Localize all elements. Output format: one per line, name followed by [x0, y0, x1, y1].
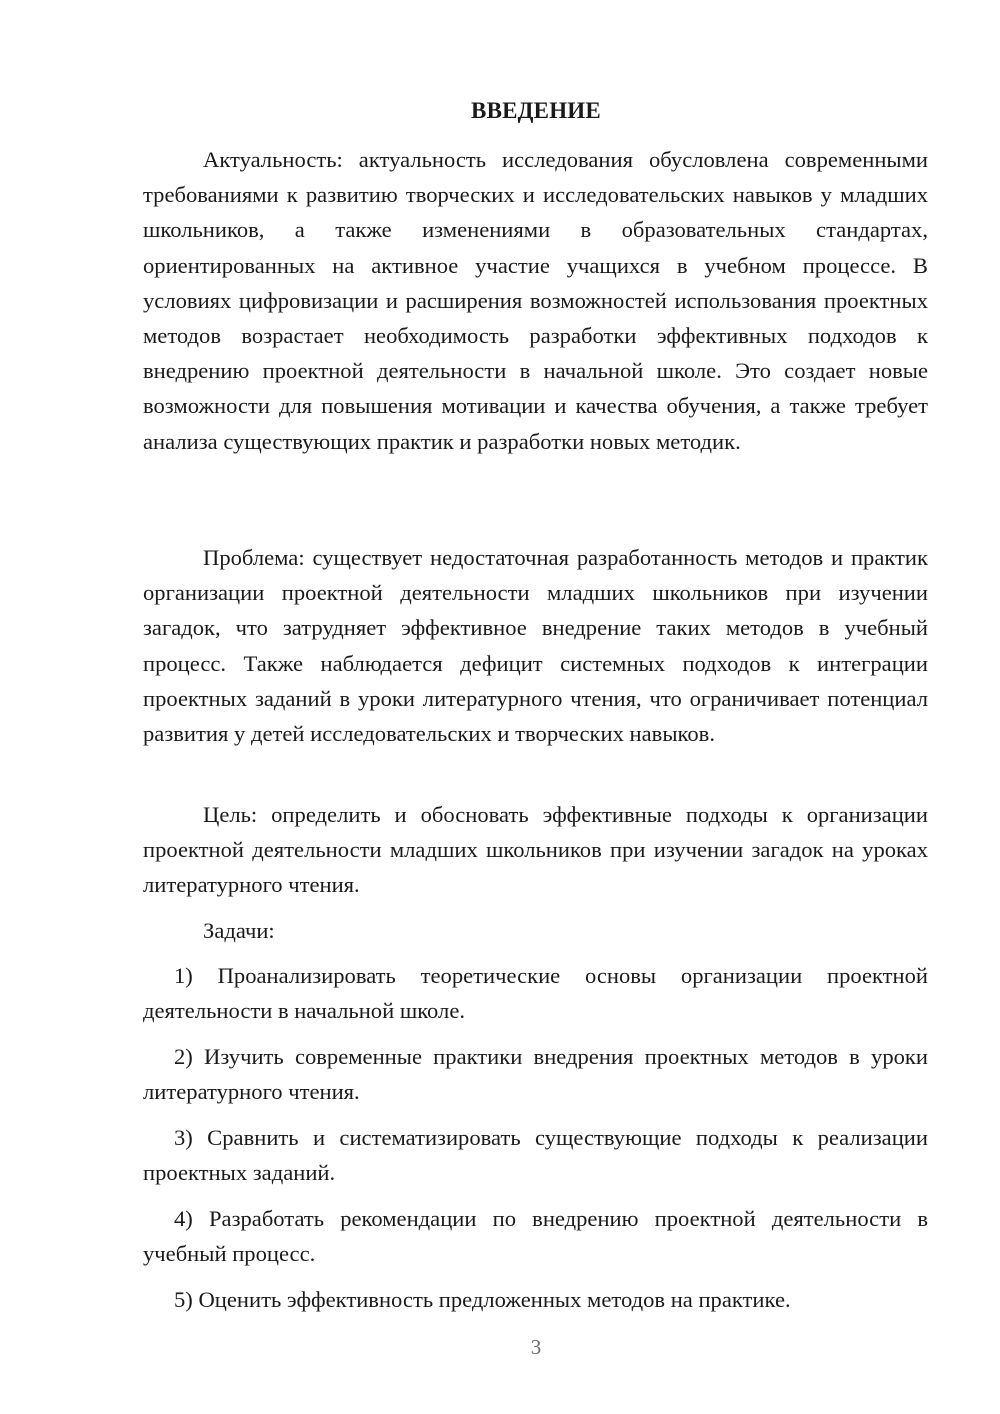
page-number: 3 [530, 1335, 542, 1359]
paragraph-goal: Цель: определить и обосновать эффективные подходы к организации проектной деятельности младших школьников при изучении загадок на уроках литературного чтения. [143, 802, 928, 898]
task-item-3-block [143, 1120, 928, 1190]
paragraph-problem-block [143, 540, 928, 751]
task-item-3: 3) Сравнить и систематизировать существующие подходы к реализации проектных заданий. [143, 1125, 928, 1186]
paragraph-relevance: Актуальность: актуальность исследования обусловлена современными требованиями к развитию творческих и исследовательских навыков у младших школьников, а также изменениями в образовательных стандартах, ориентированных на активное участие учащихся в учебном процессе. В условиях цифровизации и расширения возможностей использования проектных методов возрастает необходимость разработки эффективных подходов к внедрению проектной деятельности в начальной школе. Это создает новые возможности для повышения мотивации и качества обучения, а также требует анализа существующих практик и разработки новых методик. [143, 147, 928, 454]
paragraph-relevance-block [143, 142, 928, 459]
task-item-4-block [143, 1201, 928, 1271]
paragraph-problem: Проблема: существует недостаточная разработанность методов и практик организации проектной деятельности младших школьников при изучении загадок, что затрудняет эффективное внедрение таких методов в учебный процесс. Также наблюдается дефицит системных подходов к интеграции проектных заданий в уроки литературного чтения, что ограничивает потенциал развития у детей исследовательских и творческих навыков. [143, 545, 928, 747]
task-item-4: 4) Разработать рекомендации по внедрению проектной деятельности в учебный процесс. [143, 1206, 928, 1267]
task-item-1-block [143, 958, 928, 1028]
task-item-2: 2) Изучить современные практики внедрения проектных методов в уроки литературного чтения. [143, 1044, 928, 1105]
tasks-label-block [143, 913, 928, 948]
task-item-2-block [143, 1039, 928, 1109]
paragraph-goal-block [143, 797, 928, 903]
task-item-1: 1) Проанализировать теоретические основы организации проектной деятельности в начальной школе. [143, 963, 928, 1024]
task-item-5: 5) Оценить эффективность предложенных методов на практике. [174, 1287, 791, 1312]
section-heading: ВВЕДЕНИЕ [471, 98, 601, 123]
task-item-5-block [143, 1282, 928, 1317]
tasks-label: Задачи: [203, 918, 275, 943]
